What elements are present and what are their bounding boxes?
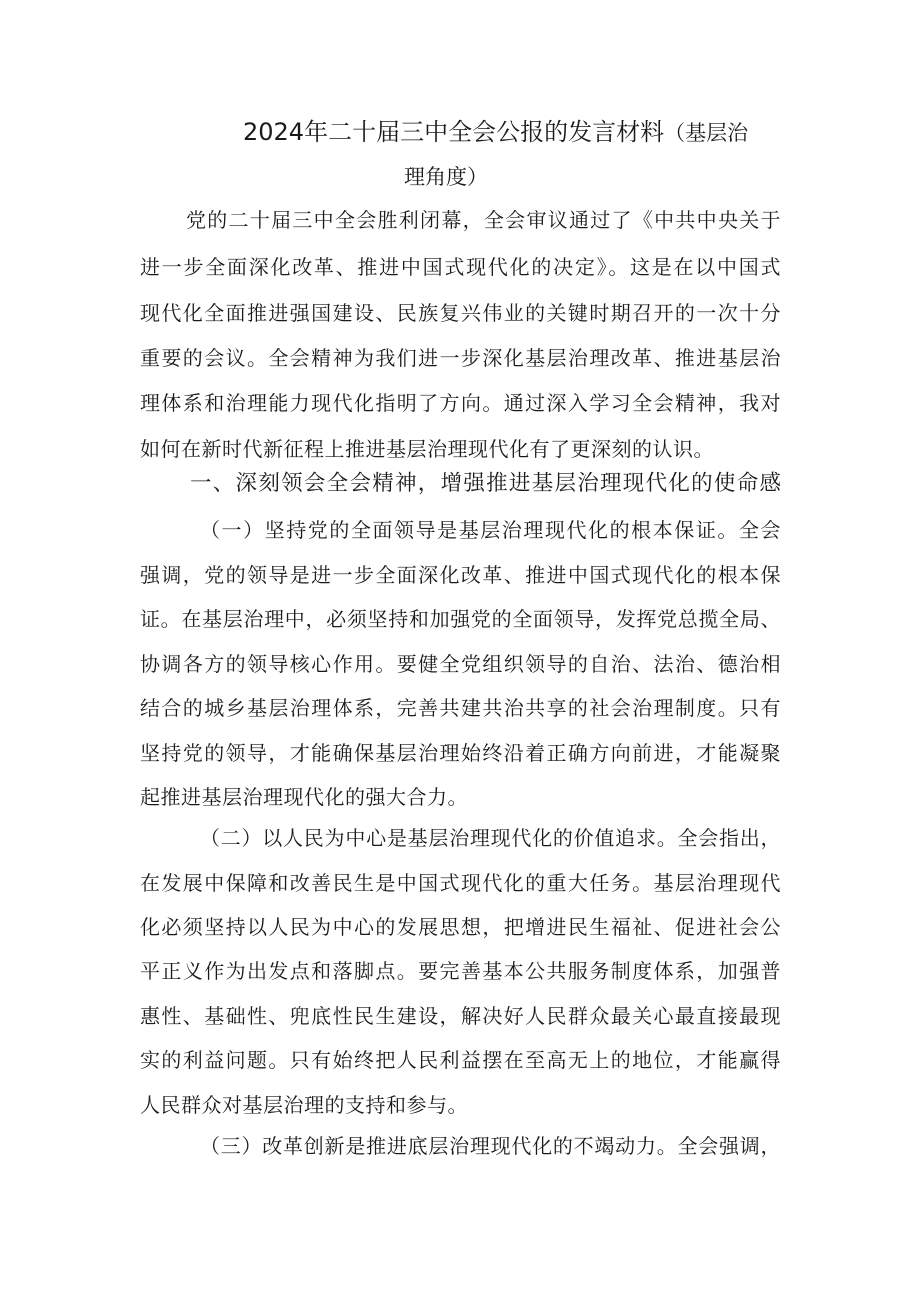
title-main: 2024年二十届三中全会公报的发言材料 — [243, 118, 665, 146]
section-heading: 一、深刻领会全会精神，增强推进基层治理现代化的使命感 — [190, 471, 781, 496]
para2-line: 化必须坚持以人民为中心的发展思想，把增进民生福祉、促进社会公 — [140, 915, 781, 939]
intro-line: 党的二十届三中全会胜利闭幕，全会审议通过了《中共中央关于 — [186, 208, 781, 232]
para1-line: 强调，党的领导是进一步全面深化改革、推进中国式现代化的根本保 — [140, 563, 781, 587]
para2-line: 人民群众对基层治理的支持和参与。 — [140, 1093, 468, 1117]
title-continuation: 理角度） — [404, 165, 488, 189]
para3-line: （三）改革创新是推进底层治理现代化的不竭动力。全会强调， — [200, 1134, 781, 1158]
para1-line: 证。在基层治理中，必须坚持和加强党的全面领导，发挥党总揽全局、 — [140, 607, 781, 631]
intro-line: 现代化全面推进强国建设、民族复兴伟业的关键时期召开的一次十分 — [140, 301, 781, 325]
para1-line: 起推进基层治理现代化的强大合力。 — [140, 785, 468, 809]
para1-line: 结合的城乡基层治理体系，完善共建共治共享的社会治理制度。只有 — [140, 696, 781, 720]
intro-line: 如何在新时代新征程上推进基层治理现代化有了更深刻的认识。 — [140, 437, 714, 461]
para1-line: 坚持党的领导，才能确保基层治理始终沿着正确方向前进，才能凝聚 — [140, 741, 781, 765]
title-suffix: （基层治 — [664, 121, 749, 145]
para2-line: （二）以人民为中心是基层治理现代化的价值追求。全会指出， — [200, 826, 781, 850]
intro-line: 进一步全面深化改革、推进中国式现代化的决定》。这是在以中国式 — [140, 255, 781, 279]
para2-line: 实的利益问题。只有始终把人民利益摆在至高无上的地位，才能赢得 — [140, 1048, 781, 1072]
para2-line: 在发展中保障和改善民生是中国式现代化的重大任务。基层治理现代 — [140, 871, 781, 895]
para1-line: （一）坚持党的全面领导是基层治理现代化的根本保证。全会 — [200, 518, 781, 542]
document-title — [243, 116, 748, 149]
para2-line: 惠性、基础性、兜底性民生建设，解决好人民群众最关心最直接最现 — [140, 1004, 781, 1028]
para1-line: 协调各方的领导核心作用。要健全党组织领导的自治、法治、德治相 — [140, 652, 781, 676]
intro-line: 理体系和治理能力现代化指明了方向。通过深入学习全会精神，我对 — [140, 391, 781, 415]
para2-line: 平正义作为出发点和落脚点。要完善基本公共服务制度体系，加强普 — [140, 959, 781, 983]
intro-line: 重要的会议。全会精神为我们进一步深化基层治理改革、推进基层治 — [140, 346, 781, 370]
